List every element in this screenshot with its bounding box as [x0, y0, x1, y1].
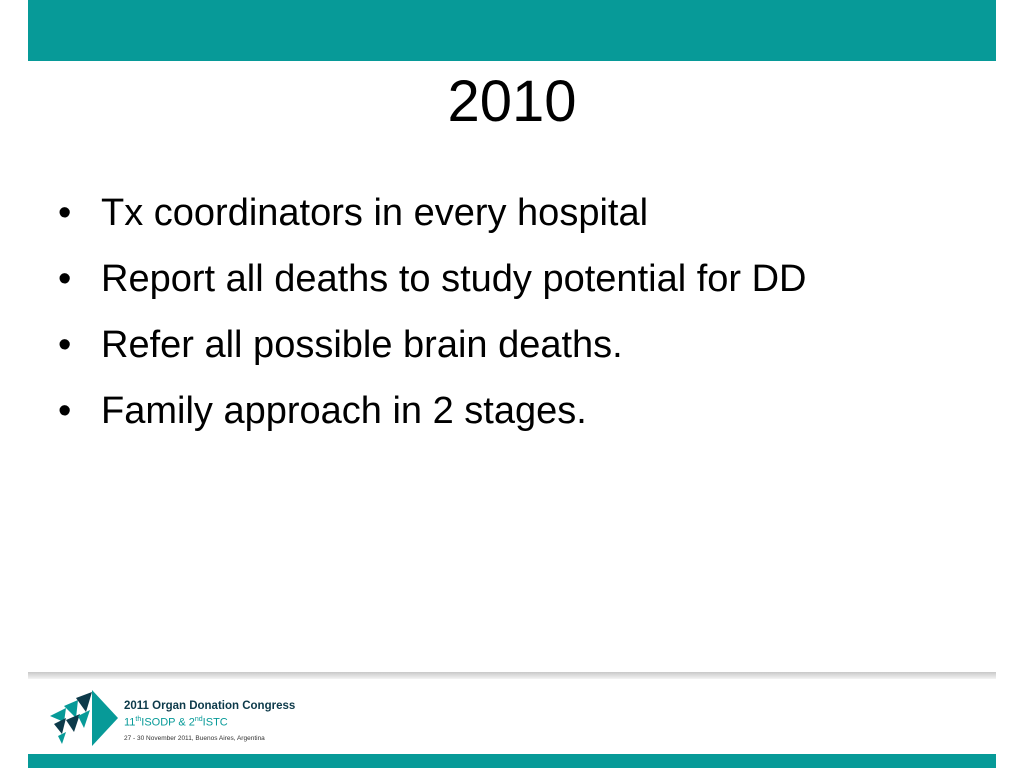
bullet-dot: •	[58, 324, 72, 366]
bullet-dot: •	[58, 192, 72, 234]
bullet-item	[58, 246, 807, 312]
bullet-item	[58, 378, 807, 444]
footer-divider	[28, 672, 996, 679]
congress-logo-icon	[44, 688, 120, 748]
bullet-text: Refer all possible brain deaths.	[101, 324, 623, 366]
edition-b-number: 2	[188, 716, 195, 729]
edition-a-name: ISODP &	[141, 716, 189, 729]
bottom-footer-band	[28, 754, 996, 768]
congress-name: 2011 Organ Donation Congress	[124, 700, 296, 712]
edition-b-suffix: nd	[194, 716, 203, 723]
top-header-band	[28, 0, 996, 61]
bullet-text: Tx coordinators in every hospital	[101, 192, 649, 234]
congress-editions	[124, 713, 295, 730]
edition-a-suffix: th	[135, 716, 142, 723]
bullet-text: Report all deaths to study potential for DD	[101, 258, 807, 300]
bullet-dot: •	[58, 390, 72, 432]
bullet-list	[58, 180, 807, 444]
bullet-text: Family approach in 2 stages.	[101, 390, 587, 432]
bullet-dot: •	[58, 258, 72, 300]
congress-info	[124, 699, 295, 745]
slide-title: 2010	[447, 69, 577, 134]
congress-dates-location: 27 - 30 November 2011, Buenos Aires, Argentina	[124, 734, 265, 742]
edition-b-name: ISTC	[202, 716, 228, 729]
bullet-item	[58, 312, 807, 378]
edition-a-number: 11	[124, 716, 136, 729]
bullet-item	[58, 180, 807, 246]
